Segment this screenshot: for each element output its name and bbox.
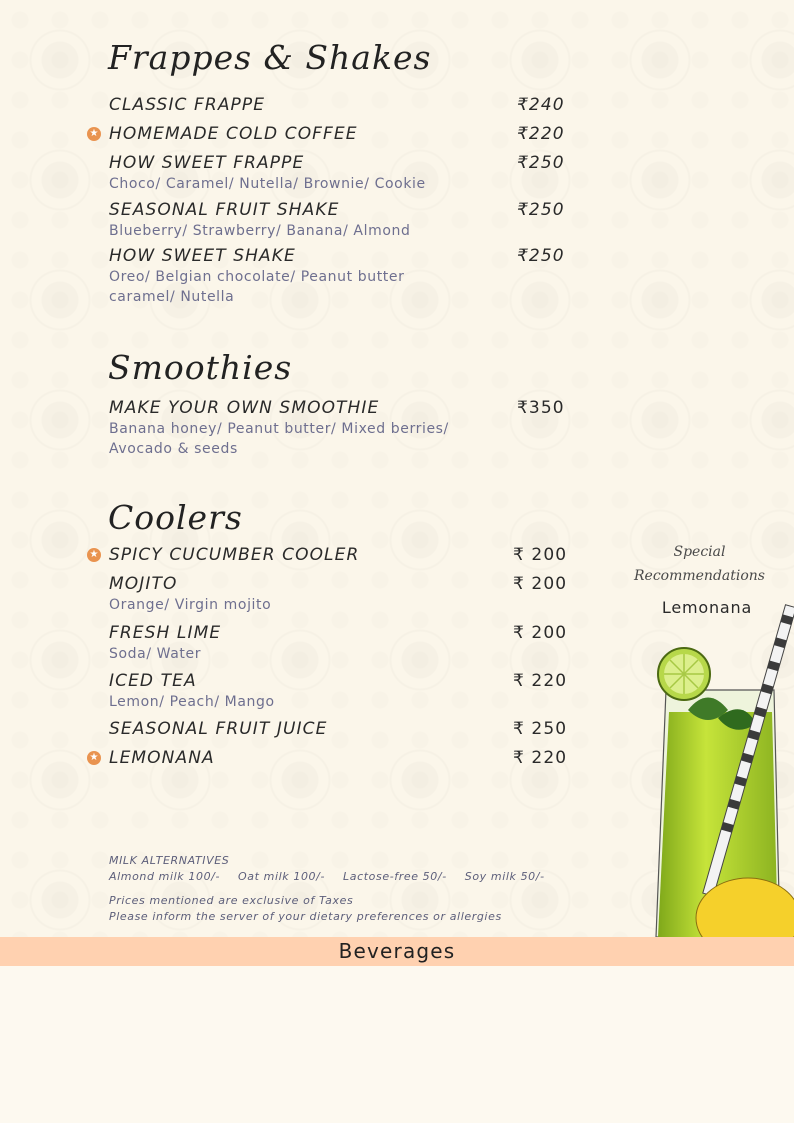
menu-item xyxy=(89,747,569,769)
item-name: SEASONAL FRUIT SHAKE xyxy=(109,200,340,220)
item-description: Banana honey/ Peanut butter/ Mixed berries/ Avocado & seeds xyxy=(109,421,449,457)
item-description: Lemon/ Peach/ Mango xyxy=(109,694,275,710)
menu-item xyxy=(109,573,569,615)
item-description: Blueberry/ Strawberry/ Banana/ Almond xyxy=(109,223,411,239)
milk-option: Soy milk 50/- xyxy=(464,870,545,883)
tax-note: Prices mentioned are exclusive of Taxes xyxy=(109,894,354,907)
item-price: ₹ 200 xyxy=(513,545,568,565)
menu-item xyxy=(109,94,569,116)
star-icon: ★ xyxy=(87,127,101,141)
item-price: ₹220 xyxy=(517,124,565,144)
lemonana-glass-illustration xyxy=(648,600,794,937)
menu-item xyxy=(109,718,569,740)
menu-item xyxy=(109,152,569,194)
item-description: Oreo/ Belgian chocolate/ Peanut butter caramel/ Nutella xyxy=(109,269,405,305)
item-name: HOW SWEET FRAPPE xyxy=(109,153,305,173)
category-label: Beverages xyxy=(338,939,456,963)
menu-item xyxy=(109,245,569,307)
item-name: FRESH LIME xyxy=(109,623,222,643)
star-icon: ★ xyxy=(87,548,101,562)
item-price: ₹250 xyxy=(517,153,565,173)
special-item-name: Lemonana xyxy=(661,598,753,617)
section-title-coolers: Coolers xyxy=(108,498,243,537)
item-name: CLASSIC FRAPPE xyxy=(109,95,266,115)
star-icon: ★ xyxy=(87,751,101,765)
section-title-frappes: Frappes & Shakes xyxy=(108,38,432,77)
milk-option: Lactose-free 50/- xyxy=(343,870,447,883)
item-price: ₹240 xyxy=(517,95,565,115)
item-price: ₹350 xyxy=(517,398,565,418)
section-title-smoothies: Smoothies xyxy=(108,348,293,387)
item-price: ₹ 220 xyxy=(513,748,568,768)
item-name: ICED TEA xyxy=(109,671,197,691)
menu-item xyxy=(89,544,569,566)
milk-alternatives-title: MILK ALTERNATIVES xyxy=(109,854,230,867)
item-price: ₹ 250 xyxy=(513,719,568,739)
milk-option: Oat milk 100/- xyxy=(238,870,326,883)
menu-item xyxy=(109,397,569,459)
item-name: SPICY CUCUMBER COOLER xyxy=(109,545,360,565)
special-line: Recommendations xyxy=(634,568,765,584)
category-band xyxy=(0,937,794,966)
item-price: ₹ 200 xyxy=(513,623,568,643)
dietary-note: Please inform the server of your dietary preferences or allergies xyxy=(109,910,502,923)
item-description: Orange/ Virgin mojito xyxy=(109,597,272,613)
item-price: ₹250 xyxy=(517,246,565,266)
menu-item xyxy=(109,622,569,664)
item-name: MAKE YOUR OWN SMOOTHIE xyxy=(109,398,380,418)
blank-area xyxy=(0,966,794,1123)
item-name: HOMEMADE COLD COFFEE xyxy=(109,124,358,144)
item-price: ₹ 220 xyxy=(513,671,568,691)
milk-option: Almond milk 100/- xyxy=(109,870,221,883)
item-price: ₹ 200 xyxy=(513,574,568,594)
item-description: Soda/ Water xyxy=(109,646,202,662)
special-line: Special xyxy=(673,544,726,560)
menu-item xyxy=(109,670,569,712)
item-name: SEASONAL FRUIT JUICE xyxy=(109,719,328,739)
menu-item xyxy=(109,199,569,241)
item-name: LEMONANA xyxy=(109,748,215,768)
milk-alternatives-list xyxy=(109,869,563,885)
special-recommendations-title xyxy=(612,540,787,588)
item-description: Choco/ Caramel/ Nutella/ Brownie/ Cookie xyxy=(109,176,426,192)
menu-item xyxy=(89,123,569,145)
item-name: HOW SWEET SHAKE xyxy=(109,246,296,266)
item-name: MOJITO xyxy=(109,574,178,594)
item-price: ₹250 xyxy=(517,200,565,220)
